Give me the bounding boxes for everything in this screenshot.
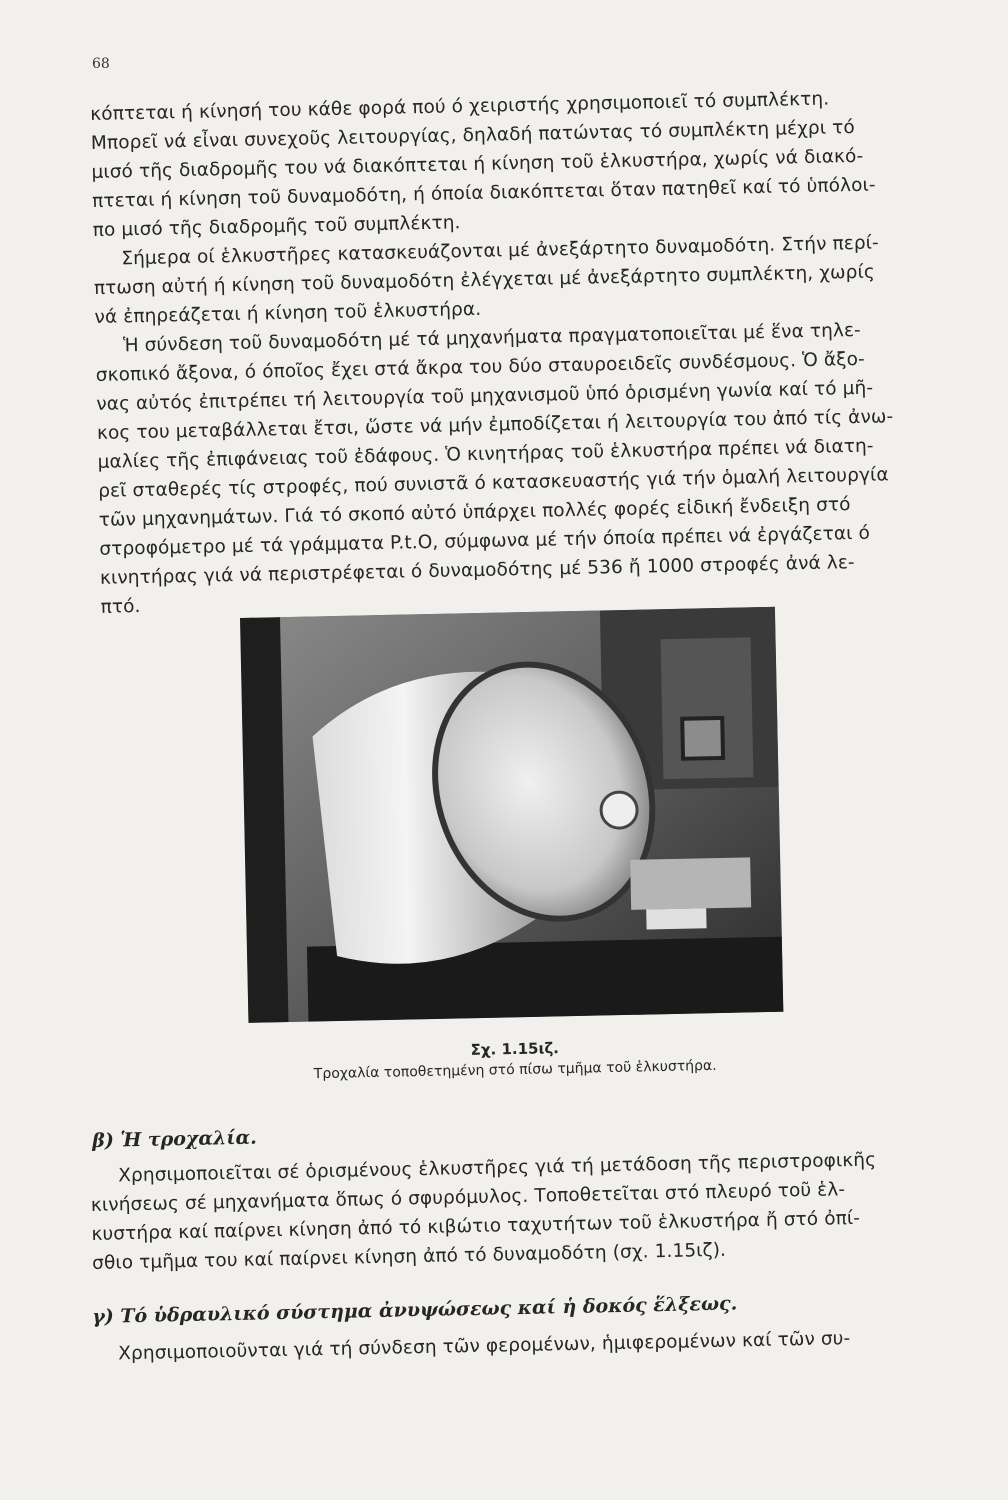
body-line: ρεῖ σταθερές τίς στροφές, πού συνιστᾶ ό κατασκευαστής γιά τήν ὁμαλή λειτουργία	[97, 464, 889, 502]
body-line: πτωση αὐτή ή κίνηση τοῦ δυναμοδότη ἐλέγχεται μέ ἀνεξάρτητο συμπλέκτη, χωρίς	[93, 261, 876, 299]
figure-caption	[255, 1035, 776, 1084]
body-line: σκοπικό ἄξονα, ό όποῖος ἔχει στά ἄκρα του δύο σταυροειδεῖς συνδέσμους. Ὁ ἄξο-	[95, 348, 866, 386]
body-line: Μπορεῖ νά εἶναι συνεχοῦς λειτουργίας, δηλαδή πατώντας τό συμπλέκτη μέχρι τό	[90, 116, 855, 154]
body-line: Χρησιμοποιοῦνται γιά τή σύνδεση τῶν φερομένων, ἡμιφερομένων καί τῶν συ-	[118, 1328, 851, 1365]
section-heading-pulley: β) Ἡ τροχαλία.	[92, 1126, 258, 1152]
section-b-text	[90, 1145, 922, 1278]
body-line: πτό.	[100, 596, 141, 618]
figure-pulley-photo	[240, 607, 783, 1023]
page-number: 68	[92, 56, 110, 72]
body-line: κυστήρα καί παίρνει κίνηση ἀπό τό κιβώτιο ταχυτήτων τοῦ ἑλκυστήρα ἤ στό ὀπί-	[91, 1207, 861, 1245]
body-line: Ἡ σύνδεση τοῦ δυναμοδότη μέ τά μηχανήματα πραγματοποιεῖται μέ ἕνα τηλε-	[122, 319, 862, 357]
body-line: Σήμερα οί ἑλκυστῆρες κατασκευάζονται μέ ἀνεξάρτητο δυναμοδότη. Στήν περί-	[121, 232, 880, 270]
body-line: κινητήρας γιά νά περιστρέφεται ό δυναμοδότης μέ 536 ἤ 1000 στροφές ἀνά λε-	[99, 552, 855, 589]
body-line: νας αὐτός ἐπιτρέπει τή λειτουργία τοῦ μηχανισμοῦ ὑπό ὁρισμένη γωνία καί τό μῆ-	[96, 377, 874, 415]
body-text	[90, 83, 931, 622]
body-line: τῶν μηχανημάτων. Γιά τό σκοπό αὐτό ὑπάρχει πολλές φορές εἰδική ἔνδειξη στό	[98, 494, 851, 531]
figure-number: Σχ. 1.15ιζ.	[470, 1039, 560, 1059]
body-line: κόπτεται ή κίνησή του κάθε φορά πού ό χειριστής χρησιμοποιεῖ τό συμπλέκτη.	[90, 88, 830, 125]
body-line: σθιο τμῆμα του καί παίρνει κίνηση ἀπό τό δυναμοδότη (σχ. 1.15ιζ).	[91, 1239, 727, 1274]
body-line: μισό τῆς διαδρομῆς του νά διακόπτεται ή κίνηση τοῦ ἑλκυστήρα, χωρίς νά διακό-	[91, 145, 864, 183]
figure-caption-text: Τροχαλία τοποθετημένη στό πίσω τμῆμα τοῦ ἑλκυστήρα.	[313, 1057, 717, 1083]
section-heading-hydraulic: γ) Τό ὑδραυλικό σύστημα ἀνυψώσεως καί ἡ δοκός ἕλξεως.	[92, 1292, 738, 1328]
body-line: Χρησιμοποιεῖται σέ ὁρισμένους ἑλκυστῆρες γιά τή μετάδοση τῆς περιστροφικῆς	[118, 1149, 877, 1187]
pulley-photo-illustration	[240, 607, 783, 1023]
body-line: νά ἐπηρεάζεται ή κίνηση τοῦ ἑλκυστήρα.	[94, 298, 482, 328]
body-line: κινήσεως σέ μηχανήματα ὅπως ό σφυρόμυλος. Τοποθετεῖται στό πλευρό τοῦ ἑλ-	[90, 1179, 846, 1216]
body-line: στροφόμετρο μέ τά γράμματα P.t.O, σύμφωνα μέ τήν όποία πρέπει νά ἐργάζεται ό	[99, 522, 871, 560]
body-line: μαλίες τῆς ἐπιφάνειας τοῦ ἐδάφους. Ὁ κινητήρας τοῦ ἑλκυστήρα πρέπει νά διατη-	[97, 435, 874, 473]
section-g-text	[90, 1323, 920, 1369]
body-line: κος του μεταβάλλεται ἔτσι, ὥστε νά μήν ἐμποδίζεται ή λειτουργία του ἀπό τίς ἀνω-	[96, 406, 894, 444]
body-line: πτεται ή κίνηση τοῦ δυναμοδότη, ή όποία διακόπτεται ὅταν πατηθεῖ καί τό ὑπόλοι-	[91, 174, 876, 212]
body-line: πο μισό τῆς διαδρομῆς τοῦ συμπλέκτη.	[92, 212, 461, 241]
